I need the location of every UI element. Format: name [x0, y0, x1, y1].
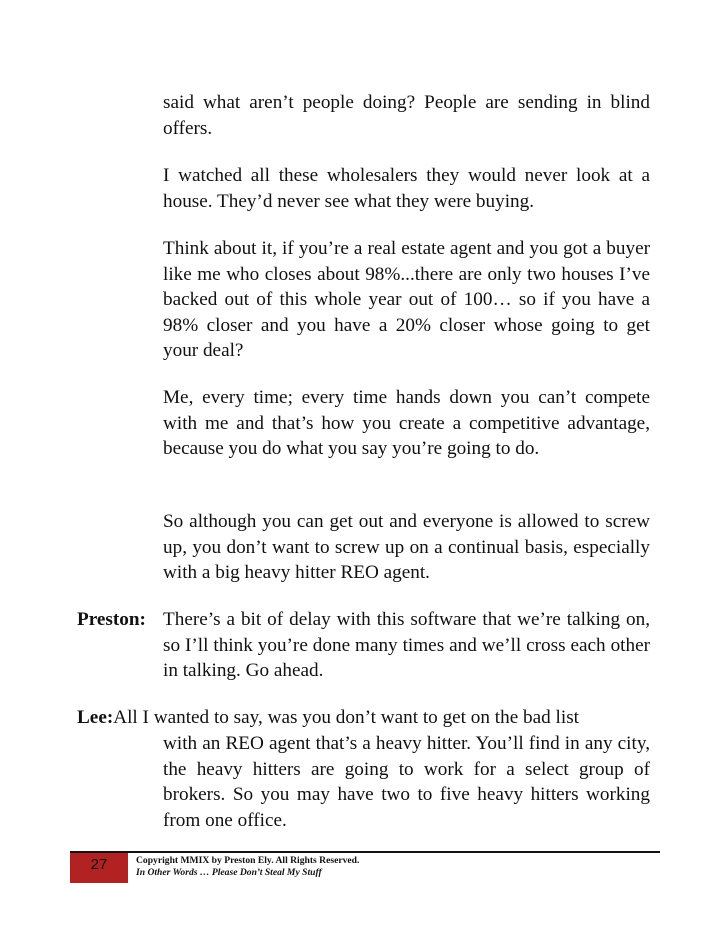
- paragraph-5: So although you can get out and everyone is allowed to screw up, you don’t want to screw up on a continual basis, especially with a big heavy hitter REO agent.: [163, 511, 650, 584]
- speaker-preston: Preston:: [77, 609, 146, 630]
- paragraph-4: Me, every time; every time hands down you can’t compete with me and that’s how you create a competitive advantage, because you do what you say you’re going to do.: [163, 387, 650, 460]
- lee-first-line: [77, 705, 650, 731]
- tagline: In Other Words … Please Don’t Steal My Stuff: [136, 867, 322, 878]
- copyright-line: Copyright MMIX by Preston Ely. All Rights Reserved.: [136, 855, 360, 866]
- lee-first-line-text: All I wanted to say, was you don’t want to get on the bad list: [113, 707, 579, 728]
- paragraph-1: said what aren’t people doing? People are sending in blind offers.: [163, 92, 650, 139]
- preston-text: There’s a bit of delay with this software that we’re talking on, so I’ll think you’re done many times and we’ll cross each other in talking. Go ahead.: [163, 609, 650, 682]
- lee-text: with an REO agent that’s a heavy hitter. You’ll find in any city, the heavy hitters are going to work for a select group of brokers. So you may have two to five heavy hitters working from one office.: [163, 733, 650, 831]
- paragraph-3: Think about it, if you’re a real estate agent and you got a buyer like me who closes about 98%...there are only two houses I’ve backed out of this whole year out of 100… so if you have a 98% closer and you have a 20% closer whose going to get your deal?: [163, 238, 650, 362]
- page-number: 27: [90, 856, 108, 873]
- speaker-lee: Lee:: [77, 707, 114, 728]
- paragraph-2: I watched all these wholesalers they would never look at a house. They’d never see what they were buying.: [163, 165, 650, 212]
- footer-rule: [70, 851, 660, 853]
